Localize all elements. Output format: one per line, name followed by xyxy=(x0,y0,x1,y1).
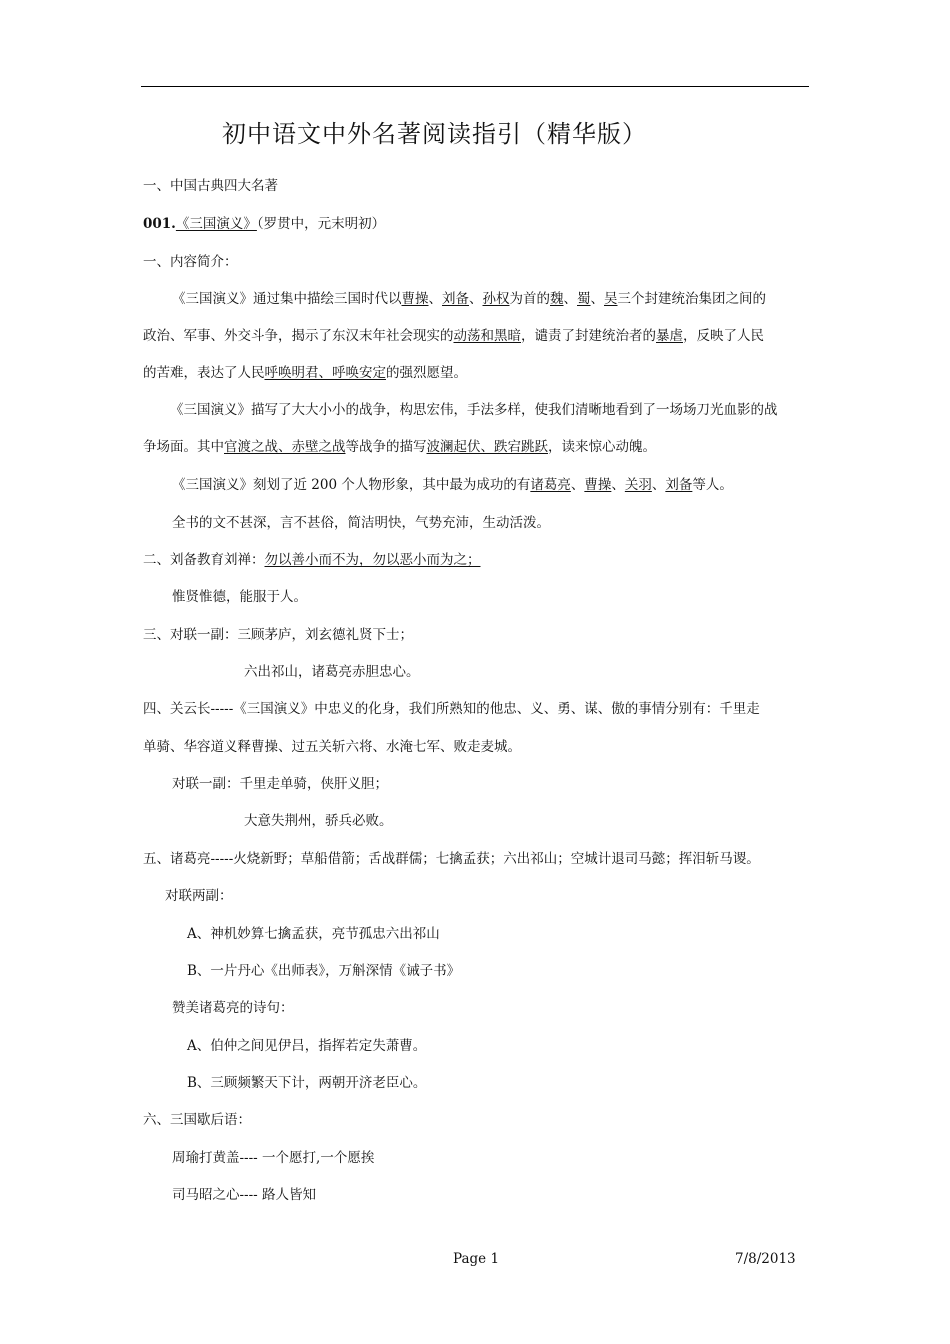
paragraph-4: 全书的文不甚深，言不甚俗，简洁明快，气势充沛，生动活泼。 xyxy=(172,515,550,531)
section-5-couplet-a: A、神机妙算七擒孟获，亮节孤忠六出祁山 xyxy=(187,926,440,942)
paragraph-3: 《三国演义》刻划了近 200 个人物形象，其中最为成功的有诸葛亮、曹操、关羽、刘备等人。 xyxy=(172,477,733,493)
section-5-poem-a: A、伯仲之间见伊吕，指挥若定失萧曹。 xyxy=(187,1038,427,1054)
keyword: 关羽 xyxy=(624,477,652,493)
paragraph-2-line-2: 争场面。其中官渡之战、赤壁之战等战争的描写波澜起伏、跌宕跳跃，读来惊心动魄。 xyxy=(143,439,656,455)
section-3-line-2: 六出祁山，诸葛亮赤胆忠心。 xyxy=(244,664,420,680)
quote: 勿以善小而不为，勿以恶小而为之； xyxy=(264,552,481,568)
section-4-couplet-2: 大意失荆州，骄兵必败。 xyxy=(244,813,393,829)
keyword: 吴 xyxy=(604,291,618,307)
keyword: 孙权 xyxy=(482,291,510,307)
section-5-heading: 五、诸葛亮-----火烧新野；草船借箭；舌战群儒；七擒孟获；六出祁山；空城计退司马懿；挥泪斩马谡。 xyxy=(143,851,760,867)
keyword: 魏 xyxy=(550,291,564,307)
keyword: 刘备 xyxy=(665,477,693,493)
header-rule xyxy=(141,86,809,87)
paragraph-2-line-1: 《三国演义》描写了大大小小的战争，构思宏伟，手法多样，使我们清晰地看到了一场场刀光血影的战 xyxy=(170,402,778,418)
keyword: 波澜起伏、跌宕跳跃 xyxy=(426,439,548,455)
section-5-poem-b: B、三顾频繁天下计，两朝开济老臣心。 xyxy=(187,1075,427,1091)
paragraph-1-line-2: 政治、军事、外交斗争，揭示了东汉末年社会现实的动荡和黑暗，谴责了封建统治者的暴虐，反映了人民 xyxy=(143,328,764,344)
keyword: 呼唤明君、呼唤安定 xyxy=(264,365,386,381)
section-3-heading: 三、对联一副：三顾茅庐，刘玄德礼贤下士； xyxy=(143,627,413,643)
keyword: 刘备 xyxy=(442,291,469,307)
page-title: 初中语文中外名著阅读指引（精华版） xyxy=(222,120,647,148)
intro-heading: 一、内容简介： xyxy=(143,254,238,270)
keyword: 动荡和黑暗 xyxy=(453,328,521,344)
book-number: 001. xyxy=(143,216,176,232)
paragraph-1-line-3: 的苦难，表达了人民呼唤明君、呼唤安定的强烈愿望。 xyxy=(143,365,467,381)
section-4-couplet-1: 对联一副：千里走单骑，侠肝义胆； xyxy=(172,776,388,792)
footer-date: 7/8/2013 xyxy=(735,1251,796,1267)
section-5-couplet-b: B、一片丹心《出师表》，万斛深情《诫子书》 xyxy=(187,963,461,979)
keyword: 官渡之战、赤壁之战 xyxy=(224,439,346,455)
section-6-saying-1: 周瑜打黄盖---- 一个愿打,一个愿挨 xyxy=(172,1150,375,1166)
book-author: （罗贯中，元末明初） xyxy=(256,216,386,232)
book-heading xyxy=(143,215,385,233)
keyword: 曹操 xyxy=(401,291,429,307)
keyword: 曹操 xyxy=(584,477,612,493)
section-5-couplets-label: 对联两副： xyxy=(165,888,233,904)
section-2-line-2: 惟贤惟德，能服于人。 xyxy=(172,589,307,605)
paragraph-1-line-1: 《三国演义》通过集中描绘三国时代以曹操、刘备、孙权为首的魏、蜀、吴三个封建统治集团之间的 xyxy=(172,291,766,307)
section-heading-classics: 一、中国古典四大名著 xyxy=(143,178,278,194)
section-4-line-1: 四、关云长-----《三国演义》中忠义的化身，我们所熟知的他忠、义、勇、谋、傲的事情分别有：千里走 xyxy=(143,701,760,717)
book-title-link[interactable]: 《三国演义》 xyxy=(175,216,257,232)
keyword: 暴虐 xyxy=(656,328,683,344)
section-4-line-2: 单骑、华容道义释曹操、过五关斩六将、水淹七军、败走麦城。 xyxy=(143,739,521,755)
section-6-heading: 六、三国歇后语： xyxy=(143,1112,251,1128)
section-6-saying-2: 司马昭之心---- 路人皆知 xyxy=(172,1187,317,1203)
section-2-heading: 二、刘备教育刘禅：勿以善小而不为，勿以恶小而为之； xyxy=(143,552,481,568)
keyword: 蜀 xyxy=(577,291,591,307)
page-number: Page 1 xyxy=(453,1251,500,1267)
keyword: 诸葛亮 xyxy=(530,477,571,493)
section-5-poem-label: 赞美诸葛亮的诗句： xyxy=(172,1000,294,1016)
